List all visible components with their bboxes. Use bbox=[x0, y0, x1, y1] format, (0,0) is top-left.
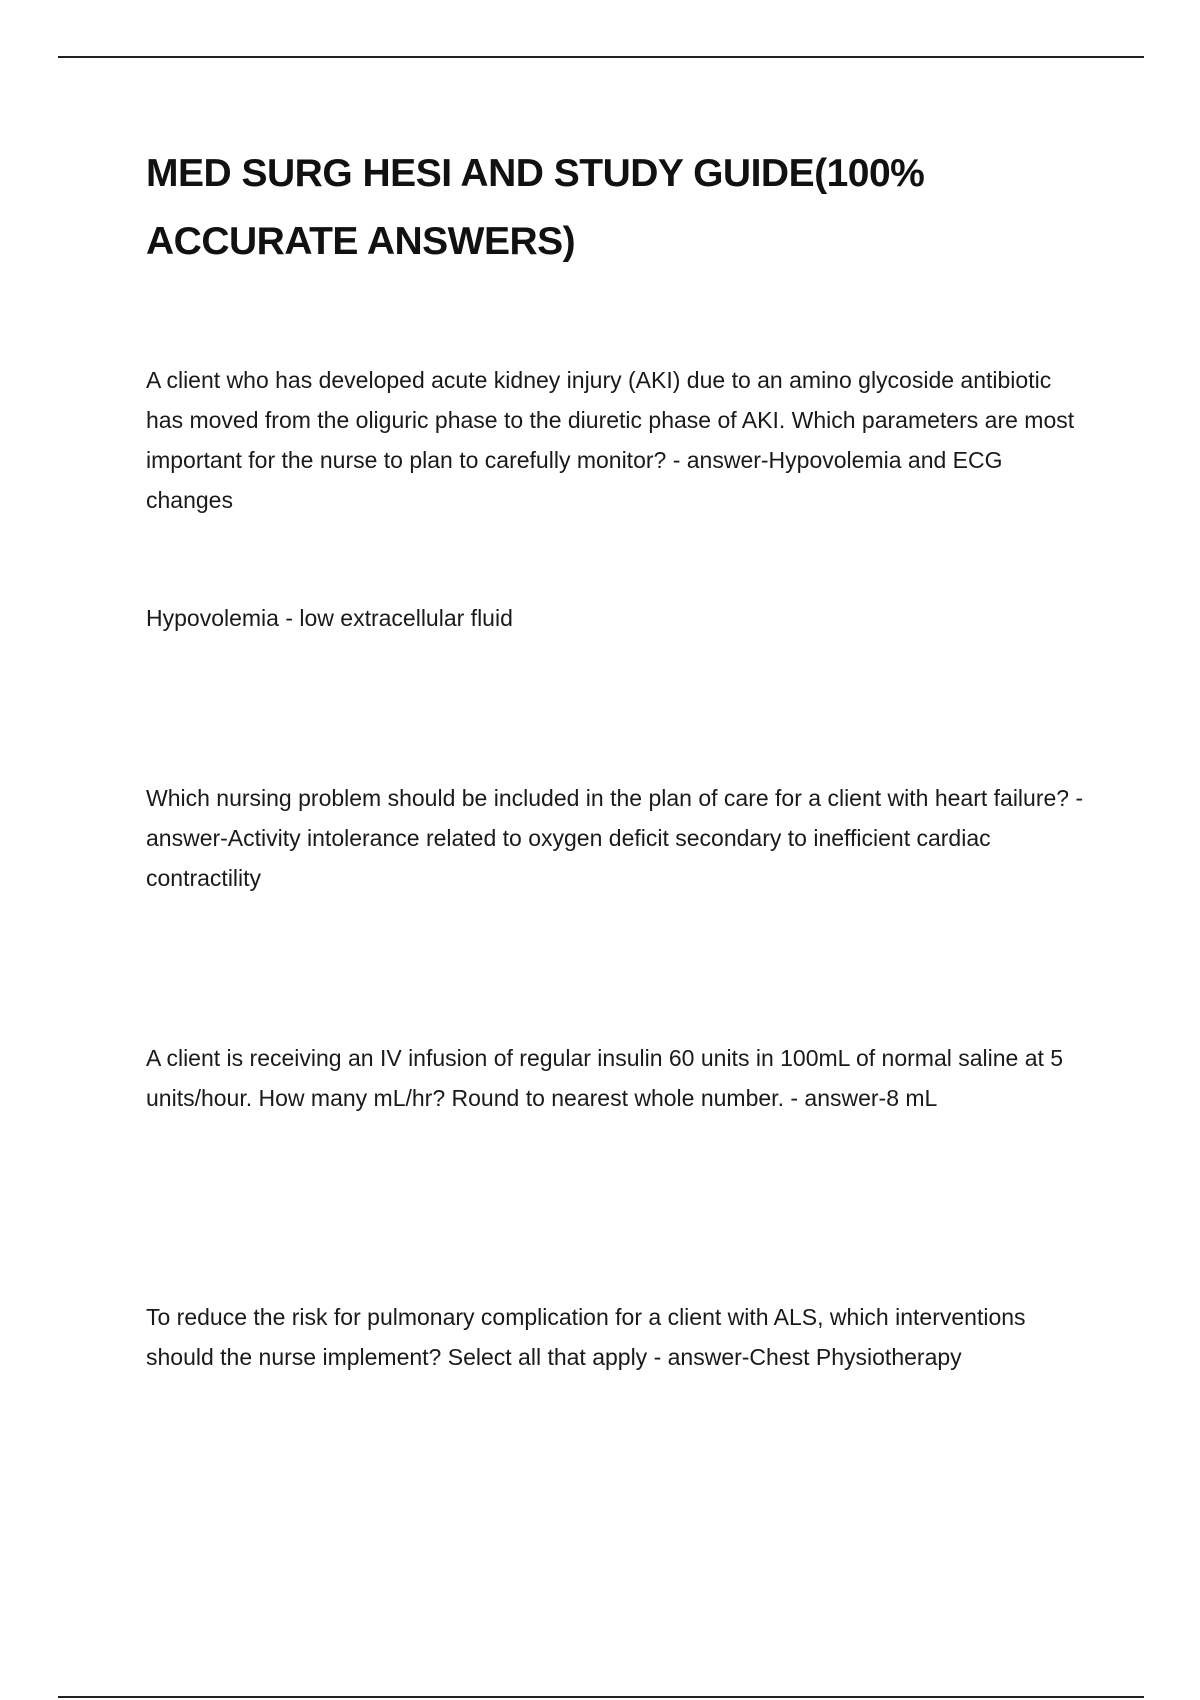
qa-entry-heart-failure bbox=[146, 778, 1086, 898]
entry-text: A client who has developed acute kidney injury (AKI) due to an amino glycoside antibiotic has moved from the oliguric phase to the diuretic phase of AKI. Which parameters are most important for the nurse to plan to carefully monitor? - answer-Hypovolemia and ECG changes bbox=[146, 367, 1075, 513]
top-divider bbox=[58, 56, 1144, 58]
document-title: MED SURG HESI AND STUDY GUIDE(100% ACCURATE ANSWERS) bbox=[146, 152, 925, 263]
document-page bbox=[146, 140, 1086, 276]
entry-text: To reduce the risk for pulmonary complication for a client with ALS, which interventions should the nurse implement? Select all that apply - answer-Chest Physiotherapy bbox=[146, 1304, 1026, 1370]
bottom-divider bbox=[58, 1696, 1144, 1698]
qa-entry-hypovolemia bbox=[146, 598, 1086, 638]
entry-text: Hypovolemia - low extracellular fluid bbox=[146, 605, 513, 631]
qa-entry-insulin bbox=[146, 1038, 1086, 1118]
qa-entry-als bbox=[146, 1297, 1086, 1377]
qa-entry-aki bbox=[146, 360, 1086, 520]
entry-text: A client is receiving an IV infusion of regular insulin 60 units in 100mL of normal saline at 5 units/hour. How many mL/hr? Round to nearest whole number. - answer-8 mL bbox=[146, 1045, 1064, 1111]
entry-text: Which nursing problem should be included in the plan of care for a client with heart failure? - answer-Activity intolerance related to oxygen deficit secondary to inefficient cardiac contractility bbox=[146, 785, 1084, 891]
